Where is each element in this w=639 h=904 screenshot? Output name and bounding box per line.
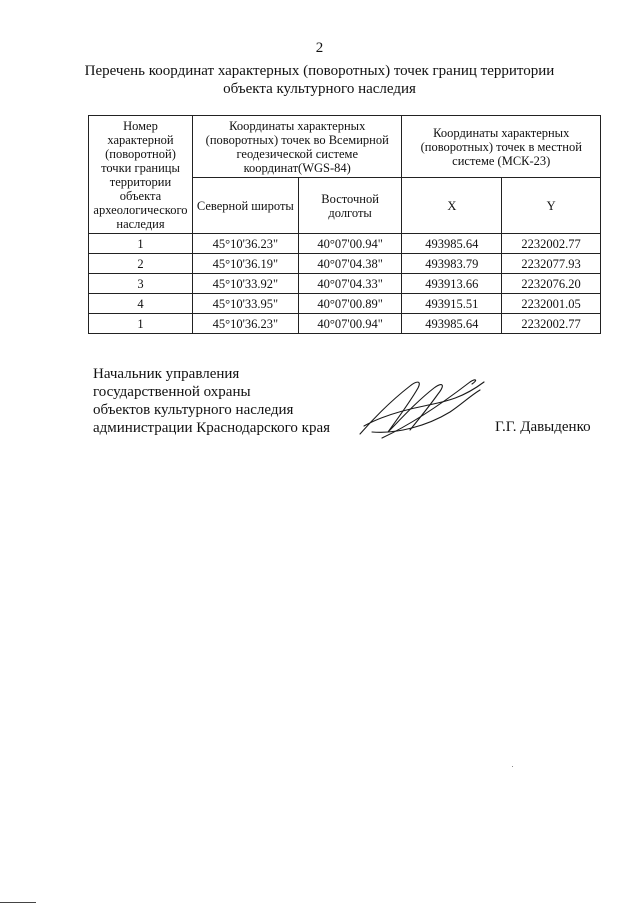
cell-point: 2 (89, 254, 193, 274)
cell-point: 3 (89, 274, 193, 294)
signatory-line-3: объектов культурного наследия (93, 402, 294, 418)
cell-y: 2232001.05 (502, 294, 601, 314)
coordinates-table (88, 115, 601, 334)
header-wgs84: Координаты характерных (поворотных) точек во Всемирной геодезической системе координат(WGS-84) (192, 116, 402, 178)
cell-x: 493983.79 (402, 254, 502, 274)
cell-longitude: 40°07'00.94" (298, 314, 402, 334)
cell-latitude: 45°10'36.23" (192, 314, 298, 334)
cell-x: 493985.64 (402, 314, 502, 334)
signatory-line-2: государственной охраны (93, 384, 251, 400)
cell-latitude: 45°10'33.92" (192, 274, 298, 294)
signatory-line-1: Начальник управления (93, 366, 240, 382)
cell-y: 2232076.20 (502, 274, 601, 294)
header-east-longitude: Восточной долготы (298, 178, 402, 234)
signatory-position (93, 365, 330, 437)
scan-speck (512, 766, 513, 767)
cell-x: 493913.66 (402, 274, 502, 294)
handwritten-signature (352, 372, 487, 444)
header-north-latitude: Северной широты (192, 178, 298, 234)
cell-longitude: 40°07'00.94" (298, 234, 402, 254)
cell-point: 1 (89, 314, 193, 334)
cell-longitude: 40°07'04.33" (298, 274, 402, 294)
cell-x: 493985.64 (402, 234, 502, 254)
table-row (89, 314, 601, 334)
title-line-1: Перечень координат характерных (поворотных) точек границ территории (84, 63, 555, 79)
title-line-2: объекта культурного наследия (223, 81, 416, 97)
header-msk23: Координаты характерных (поворотных) точек в местной системе (МСК-23) (402, 116, 601, 178)
cell-point: 1 (89, 234, 193, 254)
document-title (60, 62, 579, 98)
header-y: Y (502, 178, 601, 234)
table-row (89, 274, 601, 294)
cell-point: 4 (89, 294, 193, 314)
cell-x: 493915.51 (402, 294, 502, 314)
table-row (89, 234, 601, 254)
cell-y: 2232077.93 (502, 254, 601, 274)
signatory-name: Г.Г. Давыденко (495, 419, 591, 435)
page-edge-mark (0, 902, 36, 903)
header-x: X (402, 178, 502, 234)
table-row (89, 254, 601, 274)
table-row (89, 294, 601, 314)
header-point-number: Номер характерной (поворотной) точки границы территории объекта археологического наследия (89, 116, 193, 234)
signatory-line-4: администрации Краснодарского края (93, 420, 331, 436)
page-number: 2 (315, 40, 324, 56)
cell-latitude: 45°10'36.23" (192, 234, 298, 254)
cell-y: 2232002.77 (502, 314, 601, 334)
cell-latitude: 45°10'36.19" (192, 254, 298, 274)
cell-y: 2232002.77 (502, 234, 601, 254)
cell-longitude: 40°07'00.89" (298, 294, 402, 314)
cell-longitude: 40°07'04.38" (298, 254, 402, 274)
cell-latitude: 45°10'33.95" (192, 294, 298, 314)
